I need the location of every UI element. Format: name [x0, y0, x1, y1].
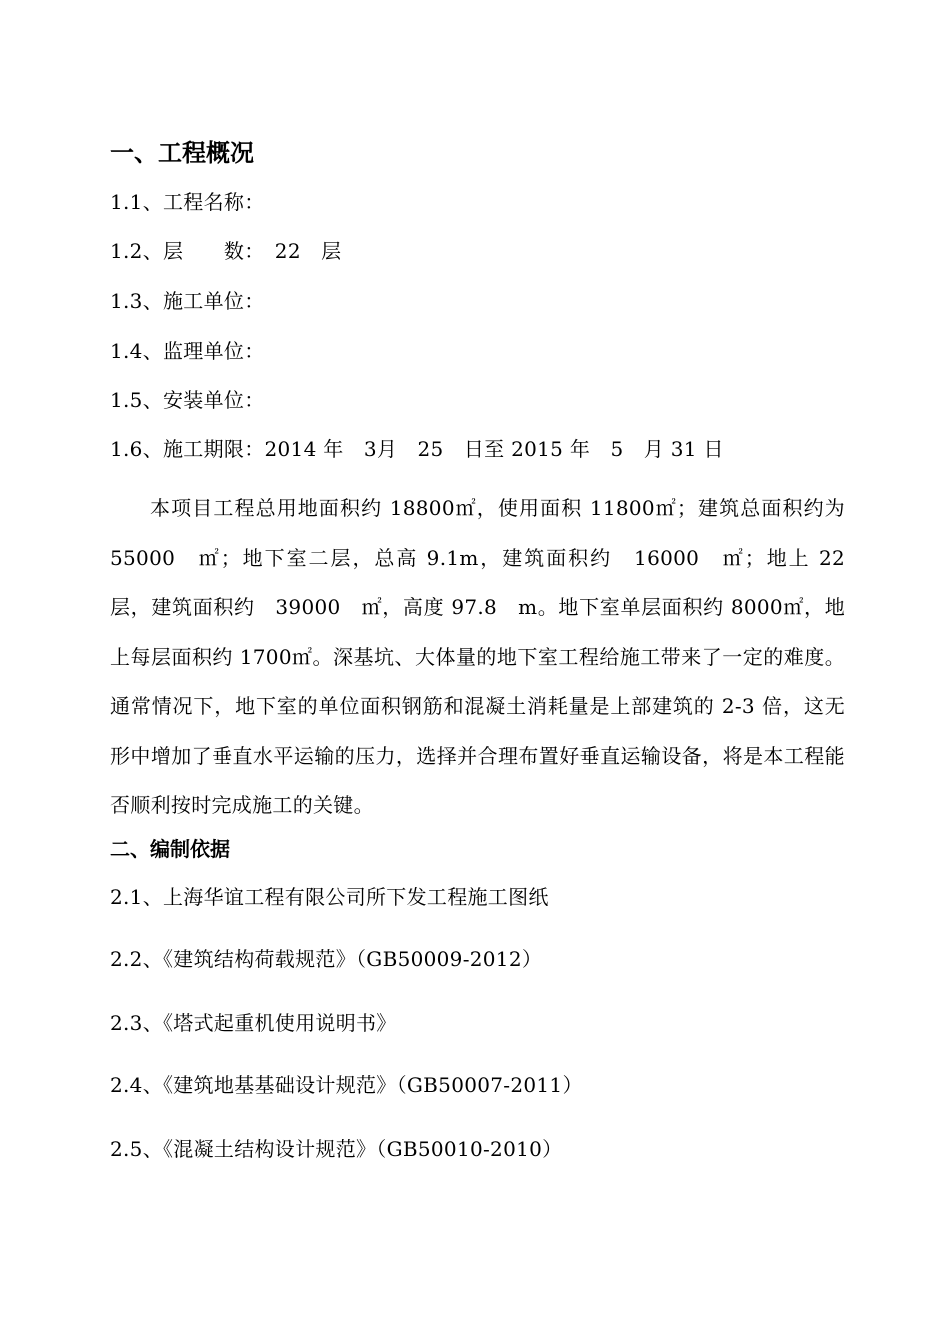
project-description-paragraph: 本项目工程总用地面积约 18800㎡，使用面积 11800㎡；建筑总面积约为 55000 ㎡；地下室二层，总高 9.1m，建筑面积约 16000 ㎡；地上 22 层，建筑面积约 39000 ㎡，高度 97.8 m。地下室单层面积约 8000㎡，地上每层面积约 1700㎡。深基坑、大体量的地下室工程给施工带来了一定的难度。通常情况下，地下室的单位面积钢筋和混凝土消耗量是上部建筑的 2-3 倍，这无形中增加了垂直水平运输的压力，选择并合理布置好垂直运输设备，将是本工程能否顺利按时完成施工的关键。	[110, 496, 866, 817]
basis-item-crane-manual: 2.3、《塔式起重机使用说明书》	[110, 1011, 397, 1035]
basis-item-foundation-code: 2.4、《建筑地基基础设计规范》（GB50007-2011）	[110, 1073, 583, 1097]
item-installation-unit: 1.5、安装单位：	[110, 388, 265, 412]
section-heading-overview: 一、工程概况	[110, 139, 254, 167]
item-floors: 1.2、层 数： 22 层	[110, 239, 342, 263]
item-project-name: 1.1、工程名称：	[110, 190, 265, 214]
basis-item-concrete-code: 2.5、《混凝土结构设计规范》（GB50010-2010）	[110, 1137, 563, 1161]
item-construction-unit: 1.3、施工单位：	[110, 289, 265, 313]
item-supervision-unit: 1.4、监理单位：	[110, 339, 265, 363]
basis-item-load-code: 2.2、《建筑结构荷载规范》（GB50009-2012）	[110, 947, 543, 971]
item-construction-period: 1.6、施工期限：2014 年 3月 25 日至 2015 年 5 月 31 日	[110, 437, 724, 461]
basis-item-drawings: 2.1、上海华谊工程有限公司所下发工程施工图纸	[110, 885, 549, 909]
section-heading-basis: 二、编制依据	[110, 837, 230, 861]
